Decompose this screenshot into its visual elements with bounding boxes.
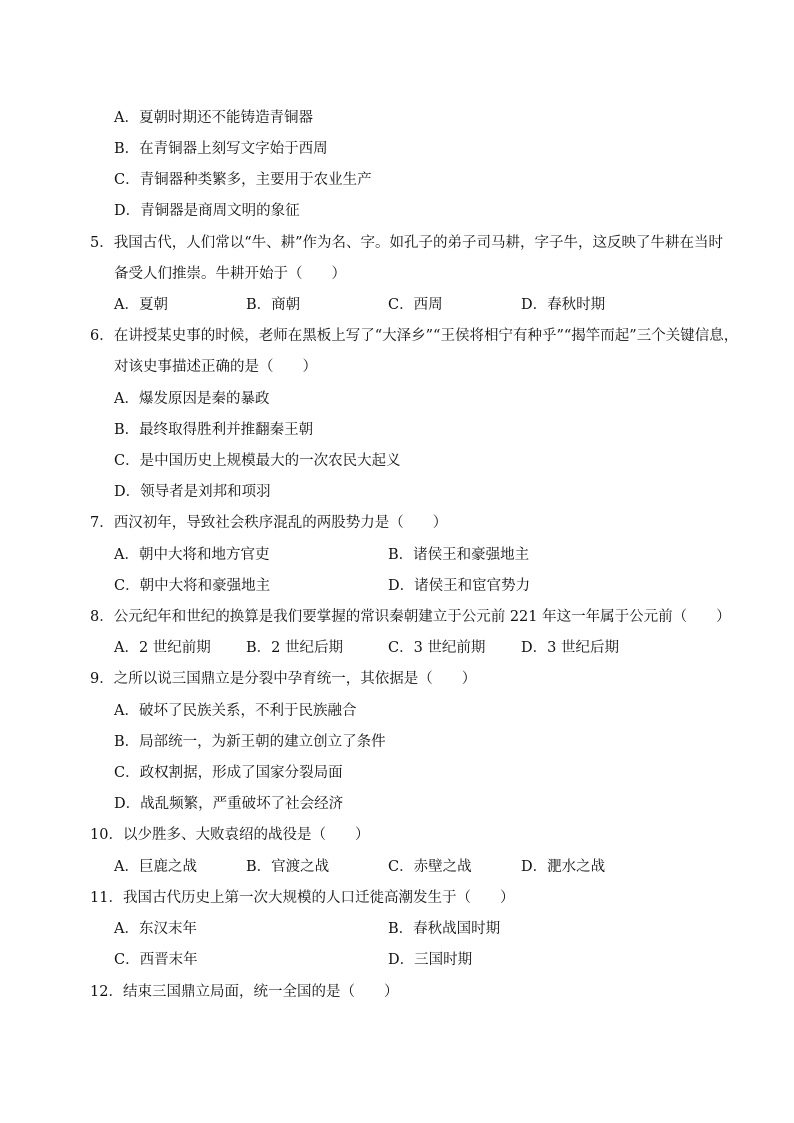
q4-option-d: D．青铜器是商周文明的象征 bbox=[114, 203, 300, 219]
q4-option-a: A．夏朝时期还不能铸造青铜器 bbox=[114, 110, 313, 126]
q10-option-c: C．赤壁之战 bbox=[388, 859, 472, 875]
q10-option-b: B．官渡之战 bbox=[246, 859, 330, 875]
q6-option-a: A．爆发原因是秦的暴政 bbox=[114, 391, 270, 407]
q7-option-c: C．朝中大将和豪强地主 bbox=[114, 578, 271, 594]
q11-option-a: A．东汉末年 bbox=[114, 921, 197, 937]
q11-option-c: C．西晋末年 bbox=[114, 952, 198, 968]
q5-option-d: D．春秋时期 bbox=[521, 297, 606, 313]
q9-option-c: C．政权割据，形成了国家分裂局面 bbox=[114, 765, 343, 781]
q8-option-c: C．3 世纪前期 bbox=[388, 640, 486, 656]
q9-option-d: D．战乱频繁，严重破坏了社会经济 bbox=[114, 796, 344, 812]
q5-stem-line1: 5．我国古代，人们常以“牛、耕”作为名、字。如孔子的弟子司马耕，字子牛，这反映了牛耕在当时 bbox=[90, 235, 724, 251]
q10-option-d: D．淝水之战 bbox=[521, 859, 606, 875]
q7-option-a: A．朝中大将和地方官吏 bbox=[114, 547, 270, 563]
q7-stem: 7．西汉初年，导致社会秩序混乱的两股势力是（ ） bbox=[90, 515, 448, 531]
q9-stem: 9．之所以说三国鼎立是分裂中孕育统一，其依据是（ ） bbox=[90, 671, 477, 687]
q8-stem: 8．公元纪年和世纪的换算是我们要掌握的常识秦朝建立于公元前 221 年这一年属于公元前（ ） bbox=[90, 609, 731, 625]
q10-option-a: A．巨鹿之战 bbox=[114, 859, 197, 875]
q11-option-d: D．三国时期 bbox=[388, 952, 473, 968]
q8-option-d: D．3 世纪后期 bbox=[521, 640, 619, 656]
q6-option-c: C．是中国历史上规模最大的一次农民大起义 bbox=[114, 453, 401, 469]
q11-stem: 11．我国古代历史上第一次大规模的人口迁徙高潮发生于（ ） bbox=[90, 890, 515, 906]
q11-option-b: B．春秋战国时期 bbox=[388, 921, 501, 937]
q5-option-c: C．西周 bbox=[388, 297, 443, 313]
q7-option-b: B．诸侯王和豪强地主 bbox=[388, 547, 530, 563]
q4-option-b: B．在青铜器上刻写文字始于西周 bbox=[114, 141, 328, 157]
q5-option-b: B．商朝 bbox=[246, 297, 301, 313]
q8-option-b: B．2 世纪后期 bbox=[246, 640, 343, 656]
q12-stem: 12．结束三国鼎立局面，统一全国的是（ ） bbox=[90, 984, 399, 1000]
q8-option-a: A．2 世纪前期 bbox=[114, 640, 211, 656]
q6-stem-line2: 对该史事描述正确的是（ ） bbox=[114, 359, 317, 375]
q4-option-c: C．青铜器种类繁多，主要用于农业生产 bbox=[114, 172, 372, 188]
q10-stem: 10．以少胜多、大败袁绍的战役是（ ） bbox=[90, 827, 370, 843]
q9-option-b: B．局部统一，为新王朝的建立创立了条件 bbox=[114, 734, 386, 750]
q7-option-d: D．诸侯王和宦官势力 bbox=[388, 578, 531, 594]
q5-stem-line2: 备受人们推崇。牛耕开始于（ ） bbox=[114, 266, 346, 282]
q6-stem-line1: 6．在讲授某史事的时候，老师在黑板上写了“大泽乡”“王侯将相宁有种乎”“揭竿而起”三个关键信息， bbox=[90, 328, 739, 344]
q6-option-b: B．最终取得胜利并推翻秦王朝 bbox=[114, 422, 314, 438]
q6-option-d: D．领导者是刘邦和项羽 bbox=[114, 484, 271, 500]
q5-option-a: A．夏朝 bbox=[114, 297, 168, 313]
q9-option-a: A．破坏了民族关系，不利于民族融合 bbox=[114, 703, 357, 719]
